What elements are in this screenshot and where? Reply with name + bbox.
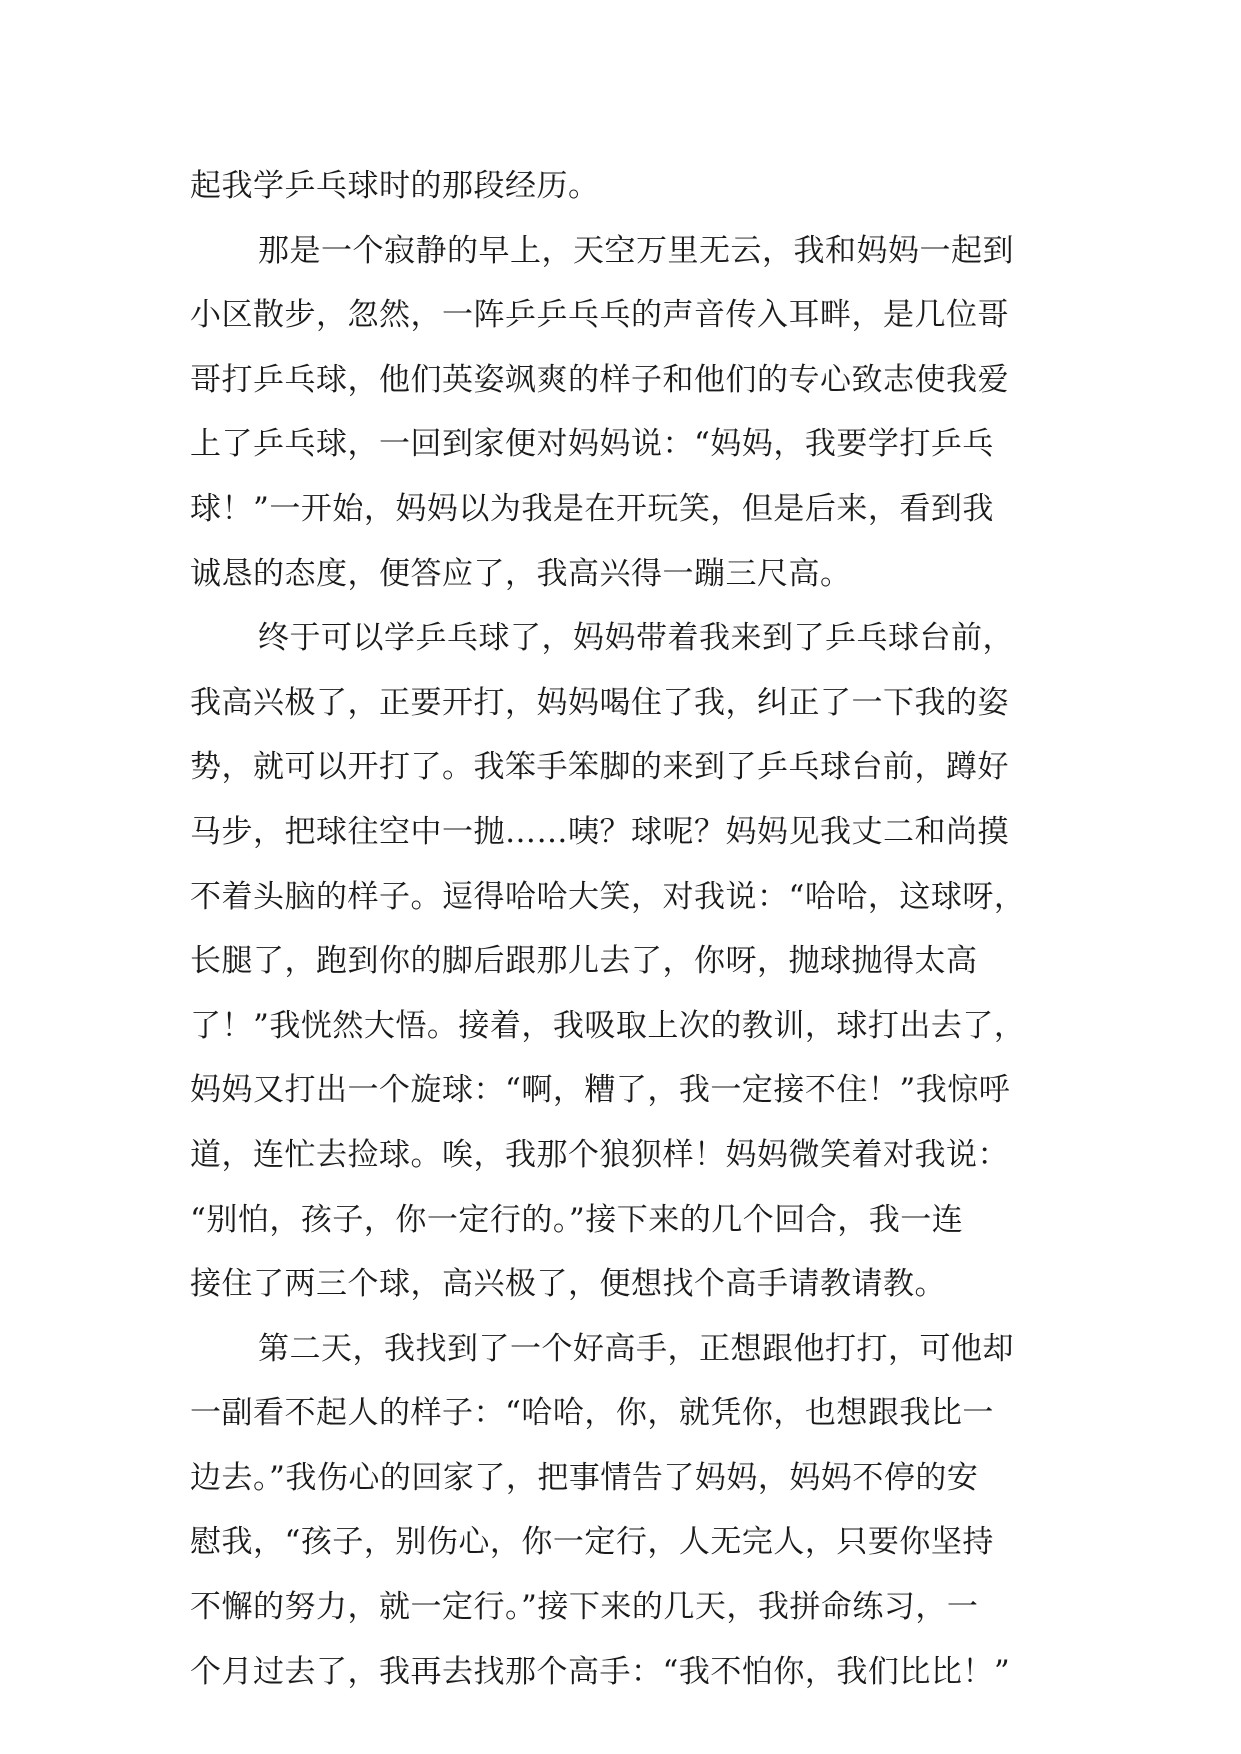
text-line: 诚恳的态度，便答应了，我高兴得一蹦三尺高。 bbox=[190, 555, 852, 592]
text-line: 道，连忙去捡球。唉，我那个狼狈样！妈妈微笑着对我说： bbox=[190, 1136, 1009, 1173]
text-line: 小区散步，忽然，一阵乒乒乓乓的声音传入耳畔，是几位哥 bbox=[190, 297, 1009, 334]
text-line: 势，就可以开打了。我笨手笨脚的来到了乒乓球台前，蹲好 bbox=[190, 749, 1009, 786]
text-line: 不着头脑的样子。逗得哈哈大笑，对我说：“哈哈，这球呀， bbox=[190, 878, 1026, 915]
text-line: 球！”一开始，妈妈以为我是在开玩笑，但是后来，看到我 bbox=[190, 490, 994, 527]
text-line: 慰我，“孩子，别伤心，你一定行，人无完人，只要你坚持 bbox=[190, 1524, 994, 1561]
text-line: 不懈的努力，就一定行。”接下来的几天，我拼命练习，一 bbox=[190, 1589, 979, 1626]
text-line: 哥打乒乓球，他们英姿飒爽的样子和他们的专心致志使我爱 bbox=[190, 361, 1009, 398]
text-line: 马步，把球往空中一抛……咦？球呢？妈妈见我丈二和尚摸 bbox=[190, 813, 1009, 850]
text-line: 起我学乒乓球时的那段经历。 bbox=[190, 168, 600, 204]
text-line: 我高兴极了，正要开打，妈妈喝住了我，纠正了一下我的姿 bbox=[190, 684, 1009, 721]
text-line: 一副看不起人的样子：“哈哈，你，就凭你，也想跟我比一 bbox=[190, 1395, 994, 1432]
text-line: 边去。”我伤心的回家了，把事情告了妈妈，妈妈不停的安 bbox=[190, 1459, 979, 1496]
text-line: 长腿了，跑到你的脚后跟那儿去了，你呀，抛球抛得太高 bbox=[190, 943, 978, 980]
text-line: “别怕，孩子，你一定行的。”接下来的几个回合，我一连 bbox=[190, 1201, 964, 1238]
text-line: 接住了两三个球，高兴极了，便想找个高手请教请教。 bbox=[190, 1266, 946, 1303]
paragraph-first-line: 那是一个寂静的早上，天空万里无云，我和妈妈一起到 bbox=[258, 232, 1014, 269]
paragraph-first-line: 终于可以学乒乓球了，妈妈带着我来到了乒乓球台前， bbox=[258, 620, 1014, 657]
text-line: 个月过去了，我再去找那个高手：“我不怕你，我们比比！” bbox=[190, 1653, 1011, 1690]
text-line: 妈妈又打出一个旋球：“啊，糟了，我一定接不住！”我惊呼 bbox=[190, 1072, 1011, 1109]
text-line: 上了乒乓球，一回到家便对妈妈说：“妈妈，我要学打乒乓 bbox=[190, 426, 994, 463]
paragraph-first-line: 第二天，我找到了一个好高手，正想跟他打打，可他却 bbox=[258, 1330, 1014, 1367]
text-line: 了！”我恍然大悟。接着，我吸取上次的教训，球打出去了， bbox=[190, 1007, 1026, 1044]
body-text bbox=[190, 154, 1070, 1704]
